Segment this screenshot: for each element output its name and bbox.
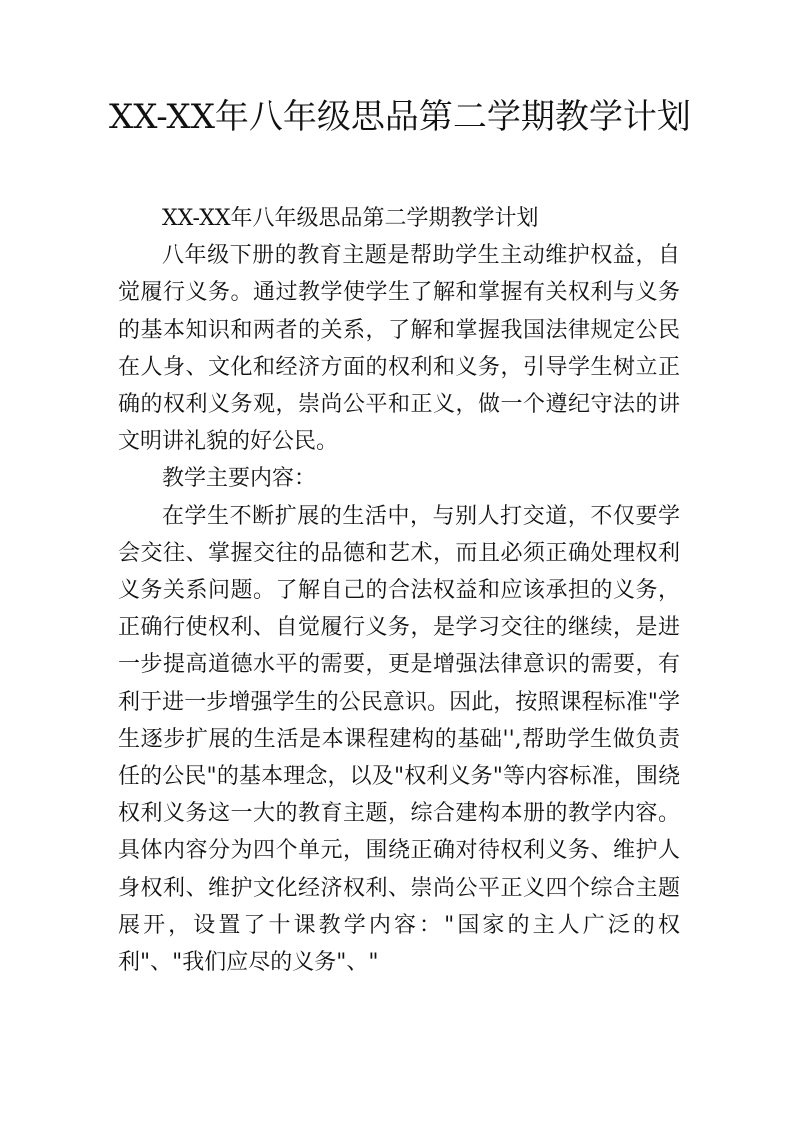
paragraph-section-heading: 教学主要内容： [162,466,317,492]
paragraph-main-content: 在学生不断扩展的生活中，与别人打交道，不仅要学会交往、掌握交往的品德和艺术，而且必须正确处理权利义务关系问题。了解自己的合法权益和应该承担的义务，正确行使权利、自觉履行义务，是学习交往的继续，是进一步提高道德水平的需要，更是增强法律意识的需要，有利于进一步增强学生的公民意识。因此，按照课程标准"学生逐步扩展的生活是本课程建构的基础'',帮助学生做负责任的公民"的基本理念，以及"权利义务"等内容标准，围绕权利义务这一大的教育主题，综合建构本册的教学内容。具体内容分为四个单元，围绕正确对待权利义务、维护人身权利、维护文化经济权利、崇尚公平正义四个综合主题展开，设置了十课教学内容："国家的主人广泛的权利"、"我们应尽的义务"、" [118,503,680,976]
document-body [118,200,680,981]
document-title: XX-XX年八年级思品第二学期教学计划 [109,97,691,137]
document-subtitle: XX-XX年八年级思品第二学期教学计划 [162,206,539,231]
paragraph-education-theme: 八年级下册的教育主题是帮助学生主动维护权益，自觉履行义务。通过教学使学生了解和掌握有关权利与义务的基本知识和两者的关系，了解和掌握我国法律规定公民在人身、文化和经济方面的权利和义务，引导学生树立正确的权利义务观，崇尚公平和正义，做一个遵纪守法的讲文明讲礼貌的好公民。 [118,243,680,455]
